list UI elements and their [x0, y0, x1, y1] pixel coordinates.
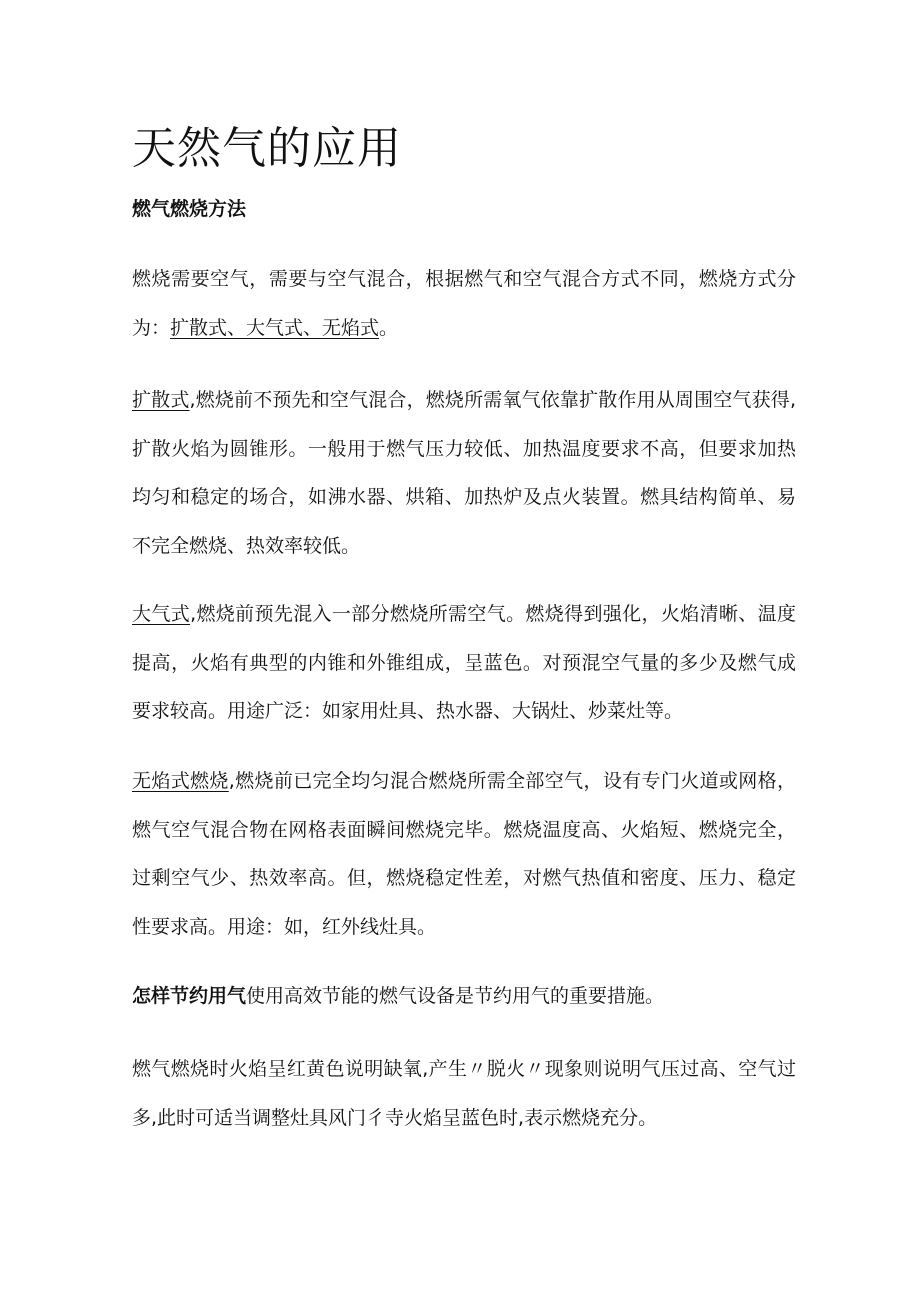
- section-heading: 燃气燃烧方法: [132, 198, 247, 220]
- intro-paragraph: [132, 255, 796, 352]
- saving-text: 使用高效节能的燃气设备是节约用气的重要措施。: [246, 985, 665, 1007]
- intro-end: 。: [379, 316, 399, 339]
- flameless-term: 无焰式燃烧: [132, 770, 229, 792]
- saving-heading: 怎样节约用气: [132, 985, 247, 1007]
- diffusion-paragraph: [132, 376, 796, 570]
- flameless-paragraph: [132, 757, 796, 951]
- methods-list: 扩散式、大气式、无焰式: [170, 316, 380, 339]
- atmospheric-text: ,燃烧前预先混入一部分燃烧所需空气。燃烧得到强化，火焰清晰、温度提高，火焰有典型的内锥和外锥组成，呈蓝色。对预混空气量的多少及燃气成要求较高。用途广泛：如家用灶具、热水器、大锅灶、炒菜灶等。: [132, 603, 796, 722]
- atmospheric-paragraph: [132, 590, 796, 736]
- atmospheric-term: 大气式: [132, 603, 191, 625]
- saving-paragraph: [132, 972, 796, 1021]
- page-title: 天然气的应用: [132, 123, 402, 174]
- intro-text: 燃烧需要空气，需要与空气混合，根据燃气和空气混合方式不同，燃烧方式分为：: [132, 268, 796, 339]
- diffusion-text: ,燃烧前不预先和空气混合，燃烧所需氧气依靠扩散作用从周围空气获得,扩散火焰为圆锥形。一般用于燃气压力较低、加热温度要求不高，但要求加热均匀和稳定的场合，如沸水器、烘箱、加热炉及点火装置。燃具结构简单、易不完全燃烧、热效率较低。: [132, 389, 796, 557]
- flame-note-paragraph: 燃气燃烧时火焰呈红黄色说明缺氧,产生〃脱火〃现象则说明气压过高、空气过多,此时可适当调整灶具风门彳寺火焰呈蓝色时,表示燃烧充分。: [132, 1058, 796, 1129]
- diffusion-term: 扩散式: [132, 389, 190, 411]
- flameless-text: ,燃烧前已完全均匀混合燃烧所需全部空气，设有专门火道或网格，燃气空气混合物在网格表面瞬间燃烧完毕。燃烧温度高、火焰短、燃烧完全，过剩空气少、热效率高。但，燃烧稳定性差，对燃气热值和密度、压力、稳定性要求高。用途：如，红外线灶具。: [132, 770, 796, 938]
